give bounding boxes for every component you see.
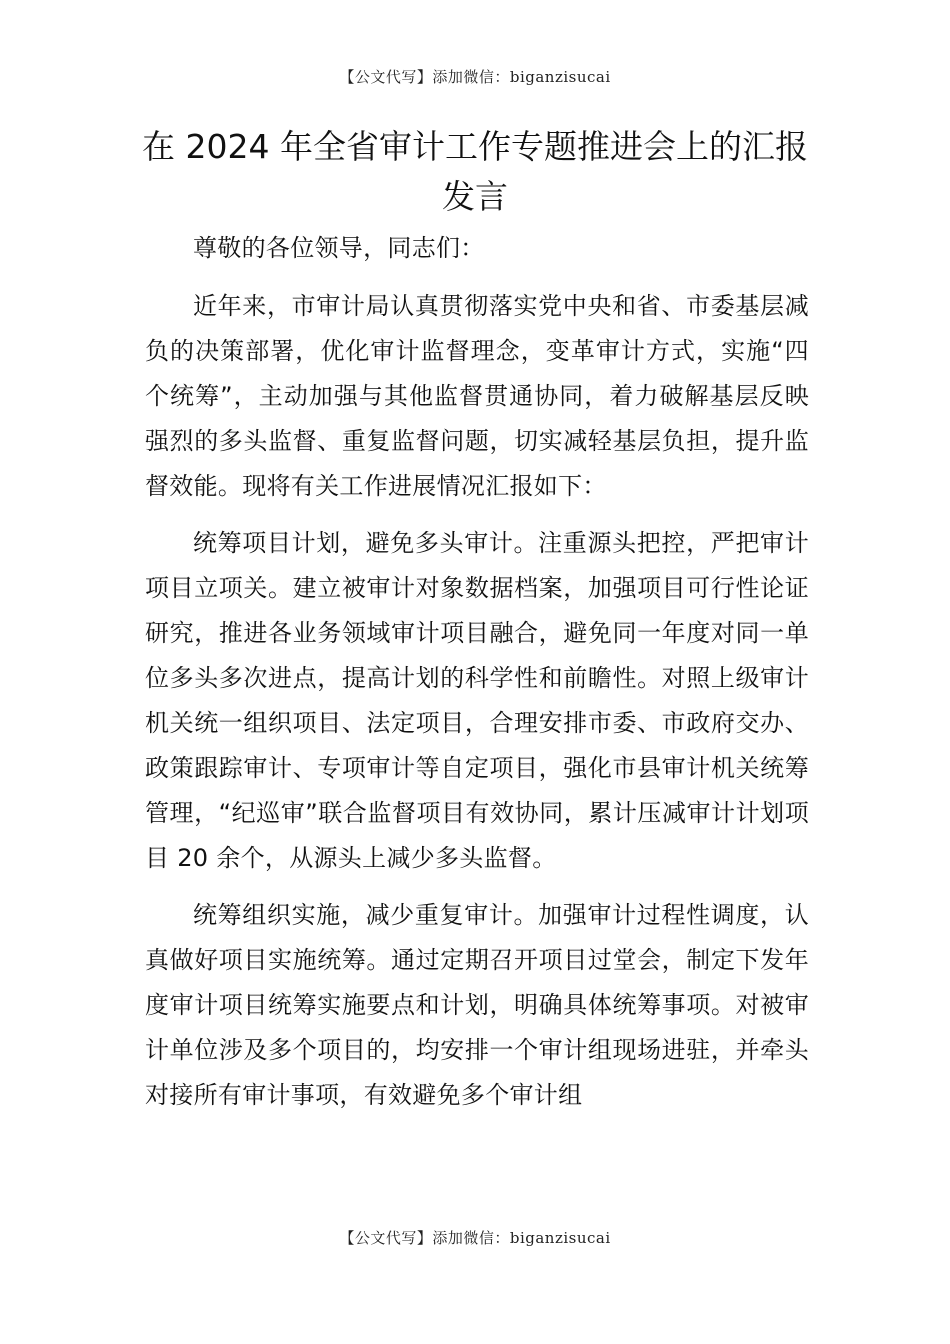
page-header: 【公文代写】添加微信：biganzisucai: [339, 68, 611, 86]
document-body: [145, 226, 809, 1118]
title-line-1: 在 2024 年全省审计工作专题推进会上的汇报: [142, 127, 808, 166]
greeting-paragraph: 尊敬的各位领导，同志们：: [193, 234, 485, 262]
project-plan-paragraph: 统筹项目计划，避免多头审计。注重源头把控，严把审计项目立项关。建立被审计对象数据档案，加强项目可行性论证研究，推进各业务领域审计项目融合，避免同一年度对同一单位多头多次进点，提高计划的科学性和前瞻性。对照上级审计机关统一组织项目、法定项目，合理安排市委、市政府交办、政策跟踪审计、专项审计等自定项目，强化市县审计机关统筹管理，“纪巡审”联合监督项目有效协同，累计压减审计计划项目 20 余个，从源头上减少多头监督。: [145, 529, 809, 872]
intro-paragraph: 近年来，市审计局认真贯彻落实党中央和省、市委基层减负的决策部署，优化审计监督理念，变革审计方式，实施“四个统筹”，主动加强与其他监督贯通协同，着力破解基层反映强烈的多头监督、重复监督问题，切实减轻基层负担，提升监督效能。现将有关工作进展情况汇报如下：: [145, 292, 810, 500]
organization-paragraph: 统筹组织实施，减少重复审计。加强审计过程性调度，认真做好项目实施统筹。通过定期召开项目过堂会，制定下发年度审计项目统筹实施要点和计划，明确具体统筹事项。对被审计单位涉及多个项目的，均安排一个审计组现场进驻，并牵头对接所有审计事项，有效避免多个审计组: [145, 901, 809, 1109]
page-footer: 【公文代写】添加微信：biganzisucai: [339, 1229, 611, 1247]
document-title: [130, 122, 820, 222]
title-line-2: 发言: [442, 177, 508, 216]
